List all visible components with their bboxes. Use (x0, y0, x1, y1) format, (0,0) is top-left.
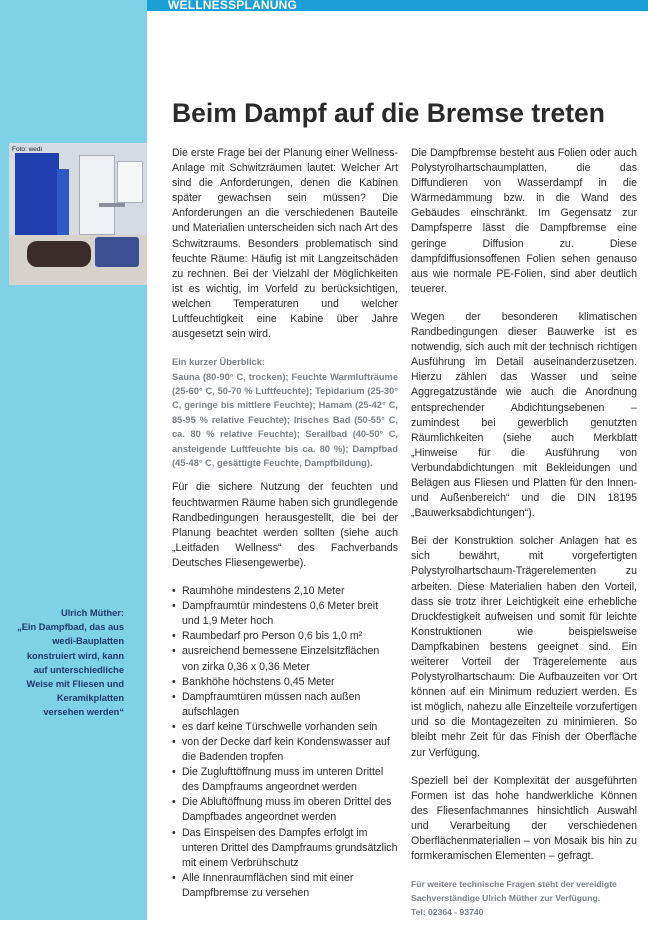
list-item: • Dampfraumtür mindestens 0,6 Meter breit und 1,9 Meter hoch (172, 599, 398, 629)
list-item: • Die Zuglufttöffnung muss im unteren Drittel des Dampfraums angeordnet werden (172, 765, 398, 795)
right-paragraph-2: Wegen der besonderen klimatischen Randbedingungen dieser Bauwerke ist es notwendig, sich auch mit der technisch richtigen Ausführung im Detail auseinanderzusetzen. Hierzu zählen das Wasser und seine Aggregatzustände wie auch die Anordnung entsprechender Abdichtungsebenen – zumindest bei gewerblich genutzten Räumlichkeiten (siehe auch Merkblatt „Hinweise für die Ausführung von Verbundabdichtungen mit Bekleidungen und Belägen aus Fliesen und Platten für den Innen- und Außenbereich“ und die DIN 18195 „Bauwerksabdichtungen“). (411, 310, 637, 520)
photo-window (117, 161, 143, 203)
right-column (411, 146, 637, 932)
left-paragraph-1: Die erste Frage bei der Planung einer Wellness-Anlage mit Schwitzräumen lautet: Welcher Art sind die Anforderungen, denen die Kabinen später gewachsen sein müssen? Die Anforderungen an die verschiedenen Bauteile und Materialien unterscheiden sich nach Art des Schwitzraums. Besonders problematisch sind feuchte Räume: Häufig ist mit Langzeitschäden zu rechnen. Bei der Vielzahl der Möglichkeiten ist es wichtig, im Vorfeld zu berücksichtigen, welchen Temperaturen und welcher Luftfeuchtigkeit eine Kabine über Jahre ausgesetzt sein wird. (172, 147, 398, 341)
photo-caption (14, 606, 124, 720)
right-paragraph-1: Die Dampfbremse besteht aus Folien oder auch Polystyrolhartschaumplatten, die das Diffundieren von Wasserdampf in die Wärmedämmung bzw. in die Wand des Gebäudes einschränkt. Im Gegensatz zur Dampfsperre lässt die Dampfbremse eine geringe Diffusion zu. Diese dampfdiffusionsoffenen Folien sehen genauso aus wie normale PE-Folien, sind aber deutlich teuerer. (411, 147, 637, 295)
list-item: • von der Decke darf kein Kondenswasser auf die Badenden tropfen (172, 735, 398, 765)
photo-credit: Foto: wedi (12, 146, 42, 153)
contact-phone: Tel: 02364 - 93740 (411, 907, 484, 918)
overview-text: Sauna (80-90° C, trocken); Feuchte Warmlufträume (25-60° C, 50-70 % Luftfeuchte); Tepidarium (25-30° C, geringe bis mittlere Feuchte); Hamam (25-42° C, 85-95 % relative Feuchte); Irisches Bad (50-55° C, ca. 80 % relative Feuchte); Serailbad (40-50° C, ansteigende Luftfeuchte bis ca. 80 %); Dampfbad (45-48° C, gesättigte Feuchte, Dampfbildung). (172, 371, 398, 469)
list-item: • Raumhöhe mindestens 2,10 Meter (172, 584, 398, 599)
list-item: • Die Abluftöffnung muss im oberen Drittel des Dampfbades angeordnet werden (172, 795, 398, 825)
right-paragraph-4: Speziell bei der Komplexität der ausgeführten Formen ist das hohe handwerkliche Können des Fliesenfachmannes hinsichtlich Auswahl und Verarbeitung der verschiedenen Oberflächenmaterialien – von Mosaik bis hin zu formkeramischen Elementen – gefragt. (411, 774, 637, 863)
article-title: Beim Dampf auf die Bremse treten (172, 97, 605, 128)
list-item: • Dampfraumtüren müssen nach außen aufschlagen (172, 690, 398, 720)
caption-quote: „Ein Dampfbad, das aus wedi-Bauplatten konstruiert wird, kann auf unterschiedliche Weise mit Fliesen und Keramikplatten versehen werden“ (17, 622, 124, 718)
photo-bathtub (27, 241, 91, 267)
section-tag: WELLNESSPLANUNG (168, 0, 297, 12)
photo-door (79, 155, 115, 235)
list-item: • Alle Innenraumflächen sind mit einer Dampfbremse zu versehen (172, 871, 398, 901)
photo-bench (95, 237, 139, 267)
photo-towel-rail (99, 203, 125, 207)
overview-box (172, 355, 398, 470)
contact-note (411, 877, 637, 919)
list-item: • Raumbedarf pro Person 0,6 bis 1,0 m² (172, 629, 398, 644)
list-item: • ausreichend bemessene Einzelsitzflächen von zirka 0,36 x 0,36 Meter (172, 644, 398, 674)
right-paragraph-3: Bei der Konstruktion solcher Anlagen hat es sich bewährt, mit vorgefertigten Polystyrolhartschaum-Trägerelementen zu arbeiten. Diese Materialien haben den Vorteil, dass sie trotz ihrer Leichtigkeit eine erhebliche Druckfestigkeit aufweisen und somit für leichte Konstruktionen wie beispielsweise Dampfkabinen bestens geeignet sind. Ein weiterer Vorteil der Trägerelemente aus Polystyrolhartschaum: Die Aufbauzeiten vor Ort können auf ein Minimum reduziert werden. Es ist möglich, nahezu alle Einzelteile vorzufertigen und so die Montagezeiten zu minimieren. So bleibt mehr Zeit für das Finish der Oberfläche zur Verfügung. (411, 535, 637, 759)
list-item: • Das Einspeisen des Dampfes erfolgt im unteren Drittel des Dampfraums grundsätzlich mit einem Verbrühschutz (172, 826, 398, 871)
contact-text: Für weitere technische Fragen steht der vereidigte Sachverständige Ulrich Müther zur Verfügung. (411, 879, 617, 904)
photo-blue-tile-column (57, 169, 69, 235)
sidebar-band (0, 0, 147, 920)
photo-blue-tile-panel (15, 153, 59, 235)
overview-label: Ein kurzer Überblick: (172, 357, 265, 368)
list-item: • es darf keine Türschwelle vorhanden sein (172, 720, 398, 735)
wellness-photo (9, 143, 147, 285)
caption-name: Ulrich Müther: (60, 608, 124, 618)
list-item: • Bankhöhe höchstens 0,45 Meter (172, 675, 398, 690)
requirements-list (172, 584, 398, 901)
left-column (172, 146, 398, 901)
left-paragraph-2: Für die sichere Nutzung der feuchten und feuchtwarmen Räume haben sich grundlegende Randbedingungen herausgestellt, die bei der Planung beachtet werden sollten (siehe auch „Leitfaden Wellness“ des Fachverbands Deutsches Fliesengewerbe). (172, 481, 398, 569)
